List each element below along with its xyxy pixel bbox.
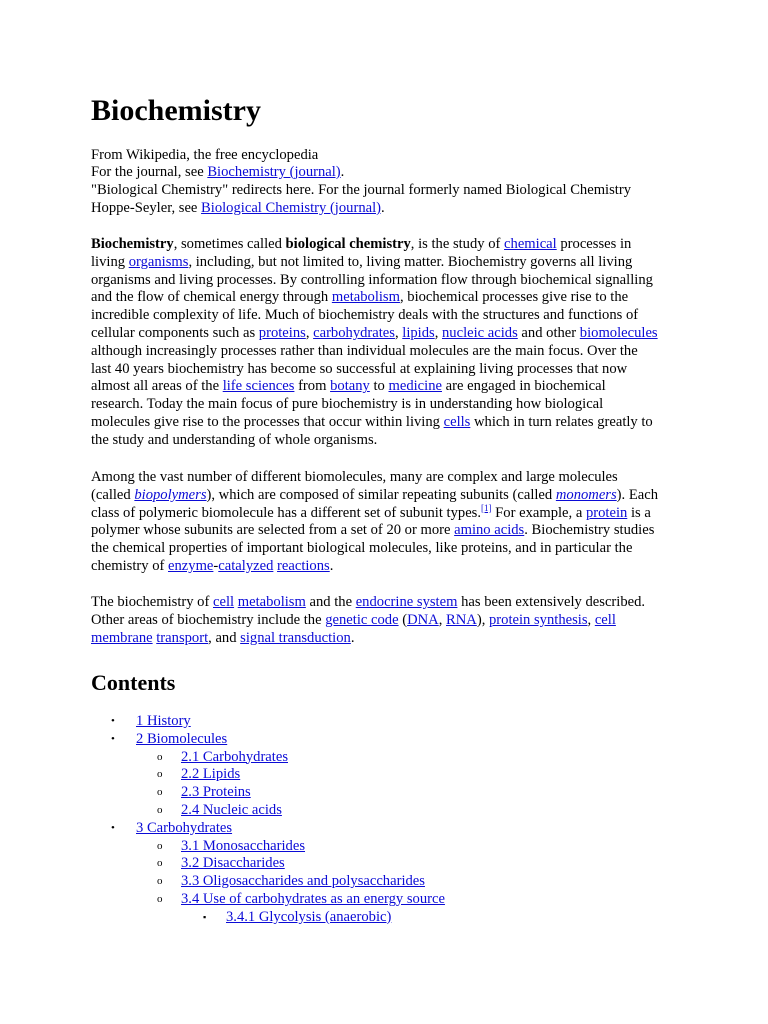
text: , including, but not limited to, living matter. Biochemistry governs all living: [188, 253, 633, 270]
text-line: [91, 254, 691, 272]
link-signal-transduction[interactable]: signal transduction: [240, 629, 351, 646]
toc-bullet: o: [157, 750, 163, 763]
hatnote-text: For the journal, see: [91, 164, 208, 180]
bold-term: biological chemistry: [285, 236, 411, 252]
text: chemistry of: [91, 557, 169, 574]
hatnote-text: .: [340, 164, 345, 180]
text-line: [91, 414, 691, 432]
text: class of polymeric biomolecule has a different set of subunit types.: [91, 504, 482, 521]
text: .: [329, 557, 334, 574]
link-cell-membrane[interactable]: cell: [594, 611, 616, 628]
text-line: [91, 502, 691, 523]
paragraph-intro: [91, 236, 691, 450]
link-cell[interactable]: cell: [213, 594, 235, 610]
link-amino-acids[interactable]: amino acids: [454, 522, 525, 539]
page-title: Biochemistry: [91, 94, 261, 127]
toc-bullet: o: [157, 768, 163, 781]
hatnote-text: .: [381, 200, 385, 216]
text: and other: [517, 324, 580, 341]
text: . Biochemistry studies: [524, 522, 655, 539]
link-cell-metabolism[interactable]: metabolism: [237, 594, 306, 610]
toc-bullet: •: [111, 821, 115, 834]
text-line: incredible complexity of life. Much of biochemistry deals with the structures and functions of: [91, 307, 639, 324]
text-line: [91, 612, 691, 630]
link-endocrine-system[interactable]: endocrine system: [355, 594, 458, 610]
text-line: [91, 594, 691, 612]
text: ,: [394, 324, 403, 341]
link-carbohydrates[interactable]: carbohydrates: [313, 324, 395, 341]
text: cellular components such as: [91, 324, 259, 341]
link-protein-synthesis[interactable]: protein synthesis: [489, 611, 588, 628]
text: and the flow of chemical energy through: [91, 289, 332, 306]
text-line: Among the vast number of different biomolecules, many are complex and large molecules: [91, 469, 618, 485]
toc-bullet: o: [157, 804, 163, 816]
hatnote-redirect: [91, 182, 691, 200]
citation-1[interactable]: [1]: [481, 502, 492, 513]
hatnote-text: Hoppe-Seyler, see: [91, 200, 202, 216]
toc-item[interactable]: 3.3 Oligosaccharides and polysaccharides: [181, 873, 425, 890]
toc-bullet: o: [157, 839, 163, 852]
toc-item[interactable]: 3.2 Disaccharides: [181, 855, 285, 872]
hatnote-redirect-2: [91, 200, 691, 218]
toc-item[interactable]: 1 History: [136, 713, 191, 729]
text: Other areas of biochemistry include the: [91, 611, 326, 628]
text-line: organisms and living processes. By controlling information flow through biochemical signalling: [91, 271, 653, 288]
hatnote-journal: [91, 164, 691, 182]
link-monomers[interactable]: monomers: [555, 486, 617, 503]
link-botany[interactable]: botany: [330, 378, 370, 395]
toc-bullet: o: [157, 786, 163, 799]
link-organisms[interactable]: organisms: [128, 253, 189, 270]
text-line: [91, 236, 691, 254]
text-line: the study and understanding of whole organisms.: [91, 431, 378, 448]
text-line: [91, 289, 691, 307]
text: ), which are composed of similar repeating subunits (called: [206, 486, 556, 503]
text: has been extensively described.: [457, 594, 646, 610]
link-medicine[interactable]: medicine: [388, 378, 442, 395]
text: to: [369, 378, 389, 395]
link-life-sciences[interactable]: life sciences: [222, 378, 295, 395]
toc-bullet: o: [157, 857, 163, 870]
toc-bullet: ▪: [203, 911, 207, 922]
text: polymer whose subunits are selected from a set of 20 or more: [91, 522, 455, 539]
link-protein[interactable]: protein: [585, 504, 628, 521]
toc-item[interactable]: 2.4 Nucleic acids: [181, 802, 282, 818]
text: and the: [305, 594, 356, 610]
link-biological-chemistry-journal[interactable]: Biological Chemistry (journal): [201, 200, 382, 216]
text-line: research. Today the main focus of pure biochemistry is in understanding how biological: [91, 396, 604, 413]
bold-term: Biochemistry: [91, 236, 174, 252]
tagline: From Wikipedia, the free encyclopedia: [91, 147, 319, 163]
text: living: [91, 253, 129, 270]
link-transport[interactable]: transport: [156, 629, 209, 646]
text: ,: [438, 611, 447, 628]
text-line: [91, 558, 691, 576]
toc-item[interactable]: 2.3 Proteins: [181, 784, 251, 801]
hatnote-text: "Biological Chemistry" redirects here. For the journal formerly named Biological Chemistry: [91, 182, 631, 198]
text: are engaged in biochemical: [441, 378, 606, 395]
text: molecules give rise to the processes that occur within living: [91, 413, 444, 430]
text: , and: [208, 629, 241, 646]
link-nucleic-acids[interactable]: nucleic acids: [442, 324, 518, 341]
text: which in turn relates greatly to: [470, 413, 653, 430]
text: For example, a: [491, 504, 586, 521]
text: (called: [91, 486, 135, 503]
paragraph-biomolecules: [91, 469, 691, 576]
toc-item[interactable]: 3.1 Monosaccharides: [181, 837, 306, 854]
toc-item[interactable]: 2 Biomolecules: [136, 730, 228, 747]
link-rna[interactable]: RNA: [446, 611, 477, 628]
text: , biochemical processes give rise to the: [399, 289, 629, 306]
paragraph-areas: [91, 594, 691, 647]
link-lipids[interactable]: lipids: [402, 324, 435, 341]
text: processes in: [556, 236, 632, 252]
text: .: [350, 629, 355, 646]
link-enzyme[interactable]: enzyme: [168, 557, 214, 574]
link-reactions[interactable]: reactions: [277, 557, 330, 574]
toc-item[interactable]: 3.4.1 Glycolysis (anaerobic): [226, 908, 392, 925]
toc-bullet: •: [111, 715, 115, 727]
toc-item[interactable]: 2.2 Lipids: [181, 766, 241, 783]
text-line: [91, 378, 691, 396]
text: The biochemistry of: [91, 594, 213, 610]
toc-bullet: o: [157, 875, 163, 888]
toc-bullet: •: [111, 732, 115, 745]
text: (: [398, 611, 408, 628]
contents-heading: Contents: [91, 670, 176, 695]
text-line: [91, 325, 691, 343]
text: is a: [627, 504, 651, 521]
text: from: [294, 378, 331, 395]
link-cells[interactable]: cells: [443, 413, 471, 430]
link-biochemistry-journal[interactable]: Biochemistry (journal): [207, 164, 341, 180]
link-biopolymers[interactable]: biopolymers: [134, 486, 207, 503]
text: ,: [587, 611, 595, 628]
text: , is the study of: [410, 236, 505, 252]
text: , sometimes called: [173, 236, 286, 252]
text-line: [91, 522, 691, 540]
link-dna[interactable]: DNA: [407, 611, 439, 628]
text: almost all areas of the: [91, 378, 223, 395]
text-line: [91, 630, 691, 648]
toc-item[interactable]: 3.4 Use of carbohydrates as an energy source: [181, 891, 445, 907]
link-biomolecules[interactable]: biomolecules: [579, 324, 658, 341]
text-line: last 40 years biochemistry has become so successful at explaining living processes that now: [91, 360, 628, 377]
text-line: although increasingly processes rather than individual molecules are the main focus. Over the: [91, 342, 638, 359]
link-proteins[interactable]: proteins: [258, 324, 306, 341]
text-line: [91, 487, 691, 505]
link-genetic-code[interactable]: genetic code: [325, 611, 399, 628]
link-catalyzed[interactable]: catalyzed: [218, 557, 274, 574]
link-chemical[interactable]: chemical: [504, 236, 557, 252]
text: ,: [434, 324, 442, 341]
text: ,: [305, 324, 314, 341]
toc-item[interactable]: 3 Carbohydrates: [136, 819, 233, 836]
text: ),: [476, 611, 489, 628]
text: ). Each: [616, 486, 658, 503]
link-membrane[interactable]: membrane: [91, 629, 153, 646]
toc-bullet: o: [157, 893, 163, 905]
link-metabolism[interactable]: metabolism: [331, 289, 400, 306]
text-line: the chemical properties of important biological molecules, like proteins, and in particular the: [91, 540, 633, 557]
text: -: [213, 557, 219, 574]
toc-item[interactable]: 2.1 Carbohydrates: [181, 748, 288, 765]
